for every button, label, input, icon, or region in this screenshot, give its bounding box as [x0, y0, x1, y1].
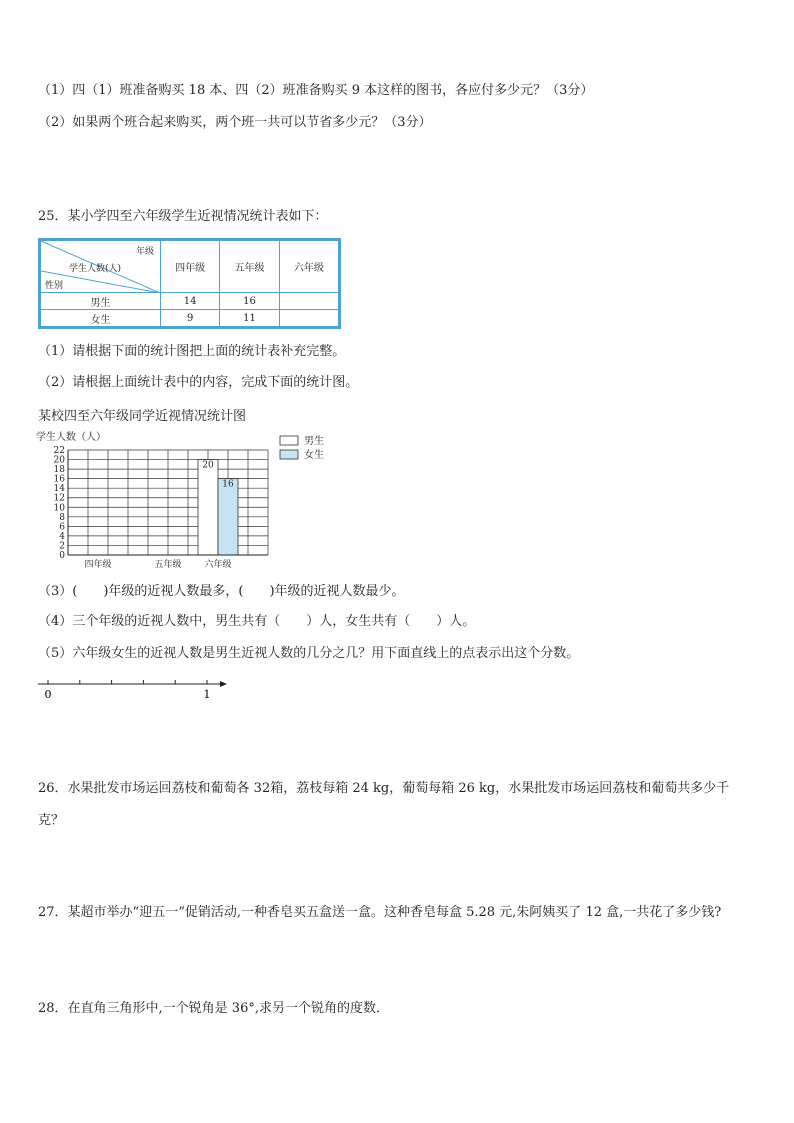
header-gender: 性别 — [45, 281, 64, 291]
arrow-icon — [220, 681, 227, 687]
column-header: 四年级 — [161, 241, 220, 293]
y-tick-label: 22 — [53, 446, 65, 456]
number-line — [34, 676, 234, 700]
legend-label: 男生 — [304, 436, 324, 447]
y-tick-label: 20 — [53, 455, 65, 466]
bar-data-label: 20 — [202, 460, 214, 471]
numline-label-start: 0 — [44, 688, 52, 700]
table-row — [41, 293, 339, 310]
table-cell: 11 — [220, 310, 279, 327]
header-count: 学生人数(人) — [69, 264, 122, 274]
q24-part2: （2）如果两个班合起来购买，两个班一共可以节省多少元？（3分） — [38, 115, 432, 130]
table-cell-blank — [279, 293, 338, 310]
legend-swatch — [280, 436, 298, 445]
q25-part2: （2）请根据上面统计表中的内容，完成下面的统计图。 — [38, 375, 359, 390]
y-tick-label: 2 — [59, 541, 65, 552]
x-tick-label: 四年级 — [84, 560, 112, 570]
q28-text: 28．在直角三角形中,一个锐角是 36°,求另一个锐角的度数． — [38, 1001, 389, 1016]
numline-label-end: 1 — [203, 688, 211, 700]
q26-line1: 26．水果批发市场运回荔枝和葡萄各 32箱，荔枝每箱 24 kg，葡萄每箱 26 kg，水果批发市场运回荔枝和葡萄共多少千 — [38, 781, 730, 796]
y-tick-label: 8 — [59, 512, 65, 523]
x-tick-label: 六年级 — [204, 560, 232, 570]
q24-part1: （1）四（1）班准备购买 18 本、四（2）班准备购买 9 本这样的图书，各应付多少元？（3分） — [38, 83, 594, 98]
row-label: 男生 — [41, 293, 161, 310]
y-tick-label: 18 — [53, 465, 65, 476]
bar — [198, 460, 218, 555]
q25-part3: （3）( )年级的近视人数最多，( )年级的近视人数最少。 — [38, 584, 405, 599]
y-axis-label: 学生人数（人） — [36, 432, 106, 443]
bar-data-label: 16 — [222, 479, 234, 490]
bar — [218, 479, 238, 555]
table-row — [41, 310, 339, 327]
column-header: 五年级 — [220, 241, 279, 293]
stats-table — [38, 238, 341, 329]
y-tick-label: 6 — [59, 522, 65, 533]
legend-label: 女生 — [304, 450, 324, 461]
table-header-diagonal-cell — [41, 241, 161, 293]
table-cell: 9 — [161, 310, 220, 327]
q27-text: 27．某超市举办“迎五一”促销活动,一种香皂买五盒送一盒。这种香皂每盒 5.28 元,朱阿姨买了 12 盒,一共花了多少钱? — [38, 905, 722, 920]
legend-swatch — [280, 450, 298, 459]
header-grade: 年级 — [135, 247, 154, 257]
y-tick-label: 14 — [53, 484, 65, 495]
q25-intro: 25．某小学四至六年级学生近视情况统计表如下： — [38, 209, 328, 224]
q25-part1: （1）请根据下面的统计图把上面的统计表补充完整。 — [38, 344, 346, 359]
bar-chart — [30, 428, 350, 573]
q26-line2: 克？ — [38, 813, 65, 828]
table-cell-blank — [279, 310, 338, 327]
y-tick-label: 4 — [59, 531, 65, 542]
x-tick-label: 五年级 — [154, 560, 182, 570]
column-header: 六年级 — [279, 241, 338, 293]
y-tick-label: 16 — [53, 474, 65, 485]
chart-title: 某校四至六年级同学近视情况统计图 — [38, 409, 247, 424]
table-cell: 16 — [220, 293, 279, 310]
q25-part5: （5）六年级女生的近视人数是男生近视人数的几分之几？用下面直线上的点表示出这个分数。 — [38, 646, 580, 661]
y-tick-label: 10 — [53, 503, 65, 514]
y-tick-label: 12 — [53, 493, 65, 504]
table-cell: 14 — [161, 293, 220, 310]
q25-part4: （4）三个年级的近视人数中，男生共有（ ）人，女生共有（ ）人。 — [38, 614, 476, 629]
row-label: 女生 — [41, 310, 161, 327]
y-tick-label: 0 — [59, 551, 65, 561]
